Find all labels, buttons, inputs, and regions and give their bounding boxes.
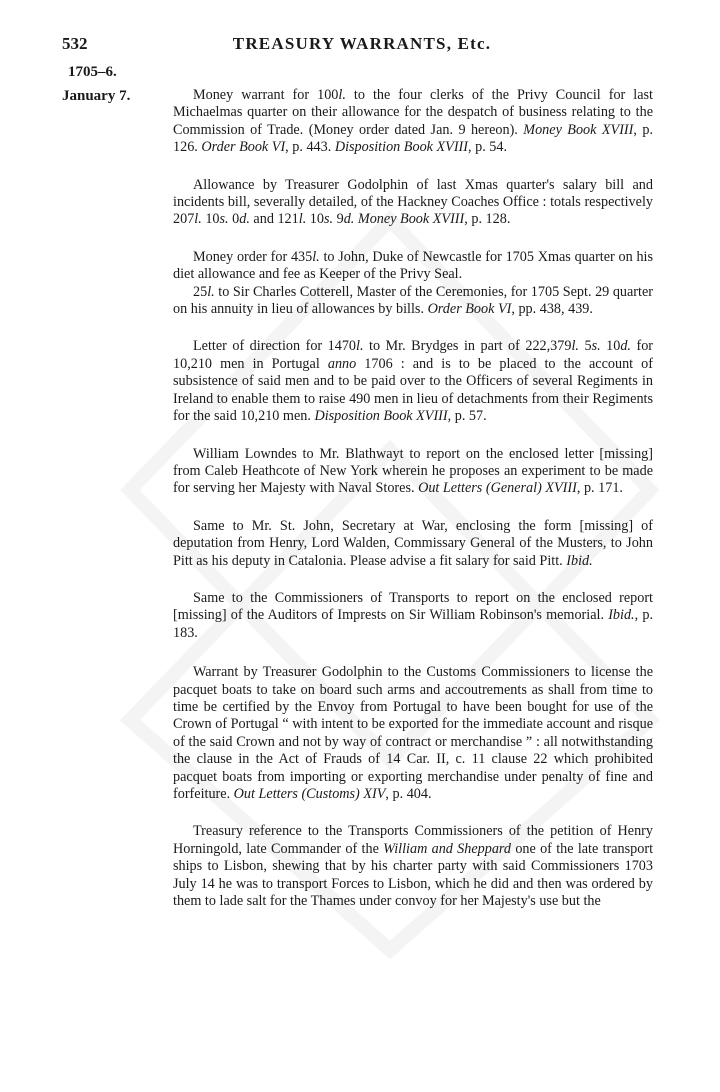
margin-date: January 7. xyxy=(62,88,131,104)
ship-name: William and Sheppard xyxy=(383,840,512,857)
page-number: 532 xyxy=(62,34,88,53)
entry-paragraph: Allowance by Treasurer Godolphin of last Xmas quarter's salary bill and incidents bill, severally detailed, of the Hackney Coaches Office : totals respectively 207l. 10s. 0d. and 121l. 10s. 9d. Money Book XVIII, p. 128. xyxy=(173,176,653,228)
margin-year: 1705–6. xyxy=(68,64,117,80)
reference: Order Book VI xyxy=(427,301,512,318)
reference: Ibid. xyxy=(608,607,635,624)
page-header xyxy=(62,34,662,58)
entry-paragraph: William Lowndes to Mr. Blathwayt to report on the enclosed letter [missing] from Caleb Heathcote of New York wherein he proposes an experiment to be made for serving her Majesty with Naval Stores. Out Letters (General) XVIII, p. 171. xyxy=(173,445,653,497)
reference: Money Book XVIII xyxy=(357,211,465,228)
reference: Out Letters (Customs) XIV xyxy=(233,786,386,802)
reference: Money Book XVIII xyxy=(523,121,634,138)
entry-paragraph: Money warrant for 100l. to the four clerks of the Privy Council for last Michaelmas quarter on their allowance for the despatch of business relating to the Commission of Trade. (Money order dated Jan. 9 hereon). Money Book XVIII, p. 126. Order Book VI, p. 443. Disposition Book XVIII, p. 54. xyxy=(173,87,653,156)
entry-paragraph: Treasury reference to the Transports Commissioners of the petition of Henry Horningold, late Commander of the William and Sheppard one of the late transport ships to Lisbon, shewing that by his charter party with said Commissioners 1703 July 14 he was to transport Forces to Lisbon, which he did and then was ordered by them to lade salt for the Thames under convoy for her Majesty's use but the xyxy=(173,823,654,910)
reference: Ibid. xyxy=(566,552,593,569)
entry-paragraph: Money order for 435l. to John, Duke of Newcastle for 1705 Xmas quarter on his diet allowance and fee as Keeper of the Privy Seal. xyxy=(173,248,654,283)
running-head: TREASURY WARRANTS, Etc. xyxy=(232,34,492,53)
entry-paragraph: 25l. to Sir Charles Cotterell, Master of the Ceremonies, for 1705 Sept. 29 quarter on his annuity in lieu of allowances by bills. Order Book VI, pp. 438, 439. xyxy=(173,283,653,318)
reference: Order Book VI xyxy=(201,139,286,156)
reference: Disposition Book XVIII xyxy=(334,139,469,156)
entry-paragraph: Same to Mr. St. John, Secretary at War, enclosing the form [missing] of deputation from Henry, Lord Walden, Commissary General of the Musters, to John Pitt as his deputy in Catalonia. Please advise a fit salary for said Pitt. Ibid. xyxy=(173,517,653,569)
reference: Out Letters (General) XVIII xyxy=(418,480,577,497)
entry-paragraph: Warrant by Treasurer Godolphin to the Customs Commissioners to license the pacquet boats to take on board such arms and accoutrements as shall from time to time be certified by the Envoy from Portugal to have been bought for use of the Crown of Portugal “ with intent to be exported for the immediate account and risque of the said Crown and not by way of contract or merchandise ” : all notwithstanding the clause in the Act of Frauds of 14 Car. II, c. 11 clause 22 which prohibited pacquet boats from importing or exporting merchandise under penalty of fine and forfeiture. Out Letters (Customs) XIV, p. 404. xyxy=(173,664,653,802)
entry-paragraph: Same to the Commissioners of Transports to report on the enclosed report [missing] of the Auditors of Imprests on Sir William Robinson's memorial. Ibid., p. 183. xyxy=(173,589,653,641)
body-text xyxy=(173,87,653,930)
entry-paragraph: Letter of direction for 1470l. to Mr. Brydges in part of 222,379l. 5s. 10d. for 10,210 men in Portugal anno 1706 : and is to be placed to the account of subsistence of said men and to be paid over to the Officers of several Regiments in Ireland to enable them to raise 490 men in lieu of detachments from their Regiments for the said 10,210 men. Disposition Book XVIII, p. 57. xyxy=(173,338,654,425)
reference: Disposition Book XVIII xyxy=(314,408,448,425)
